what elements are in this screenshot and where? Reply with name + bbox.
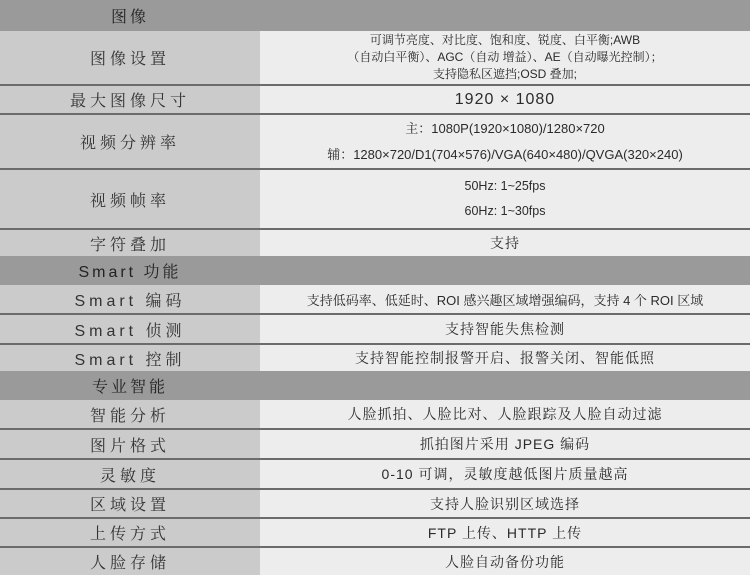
value-line: FTP 上传、HTTP 上传 xyxy=(427,524,583,541)
spec-value xyxy=(260,430,750,458)
value-line: 支持人脸识别区域选择 xyxy=(430,495,580,512)
section-row-smart xyxy=(0,256,750,285)
spec-value xyxy=(260,115,750,168)
spec-row-region-setting xyxy=(0,490,750,519)
spec-label: 字符叠加 xyxy=(0,230,260,256)
value-line: 主：1080P(1920×1080)/1280×720 xyxy=(405,120,605,136)
value-line: 支持 xyxy=(490,235,520,251)
spec-label: Smart 控制 xyxy=(0,345,260,371)
spec-value xyxy=(260,490,750,517)
spec-label: 人脸存储 xyxy=(0,548,260,575)
spec-row-smart-control xyxy=(0,345,750,371)
spec-label: Smart 侦测 xyxy=(0,315,260,343)
value-line: 1920 × 1080 xyxy=(454,90,556,108)
spec-row-video-resolution xyxy=(0,115,750,170)
value-line: 人脸抓拍、人脸比对、人脸跟踪及人脸自动过滤 xyxy=(347,406,663,422)
spec-value xyxy=(260,31,750,84)
spec-label: 最大图像尺寸 xyxy=(0,86,260,113)
value-line: 支持隐私区遮挡;OSD 叠加; xyxy=(432,67,577,81)
value-line: 0-10 可调，灵敏度越低图片质量越高 xyxy=(381,466,629,482)
spec-label: 灵敏度 xyxy=(0,460,260,488)
value-line: 辅：1280×720/D1(704×576)/VGA(640×480)/QVGA(320×240) xyxy=(327,146,683,162)
value-line: 支持智能控制报警开启、报警关闭、智能低照 xyxy=(355,350,655,366)
section-row-pro-intelligence xyxy=(0,371,750,400)
value-line: 60Hz: 1~30fps xyxy=(464,204,546,218)
spec-value xyxy=(260,548,750,575)
spec-row-sensitivity xyxy=(0,460,750,490)
spec-row-picture-format xyxy=(0,430,750,460)
spec-row-max-image-size xyxy=(0,86,750,115)
value-line: 人脸自动备份功能 xyxy=(445,553,565,570)
spec-value xyxy=(260,519,750,546)
section-title: 专业智能 xyxy=(91,379,168,396)
value-line: 50Hz: 1~25fps xyxy=(464,179,546,193)
spec-value xyxy=(260,86,750,113)
spec-row-intelligent-analysis xyxy=(0,400,750,430)
spec-value xyxy=(260,460,750,488)
value-line: 支持低码率、低延时、ROI 感兴趣区域增强编码，支持 4 个 ROI 区域 xyxy=(306,292,704,308)
spec-label: 区域设置 xyxy=(0,490,260,517)
section-title: 图像 xyxy=(110,9,149,26)
spec-value xyxy=(260,315,750,343)
spec-label: 上传方式 xyxy=(0,519,260,546)
spec-row-upload-method xyxy=(0,519,750,548)
spec-row-image-settings xyxy=(0,31,750,86)
spec-label: 视频帧率 xyxy=(0,170,260,228)
value-line: 可调节亮度、对比度、饱和度、锐度、白平衡;AWB xyxy=(369,33,641,47)
value-line: （自动白平衡）、AGC（自动 增益）、AE（自动曝光控制）； xyxy=(347,50,663,64)
spec-label: 视频分辨率 xyxy=(0,115,260,168)
spec-label: Smart 编码 xyxy=(0,285,260,313)
section-title: Smart 功能 xyxy=(78,264,182,281)
spec-row-video-framerate xyxy=(0,170,750,230)
value-line: 支持智能失焦检测 xyxy=(445,321,565,337)
value-line: 抓拍图片采用 JPEG 编码 xyxy=(419,436,591,452)
spec-row-osd-overlay xyxy=(0,230,750,256)
spec-label: 智能分析 xyxy=(0,400,260,428)
spec-row-smart-encoding xyxy=(0,285,750,315)
spec-label: 图像设置 xyxy=(0,31,260,84)
spec-value xyxy=(260,345,750,371)
spec-value xyxy=(260,285,750,313)
spec-label: 图片格式 xyxy=(0,430,260,458)
spec-value xyxy=(260,230,750,256)
spec-value xyxy=(260,400,750,428)
spec-value xyxy=(260,170,750,228)
spec-row-smart-detection xyxy=(0,315,750,345)
spec-row-face-storage xyxy=(0,548,750,575)
section-row-image xyxy=(0,0,750,31)
